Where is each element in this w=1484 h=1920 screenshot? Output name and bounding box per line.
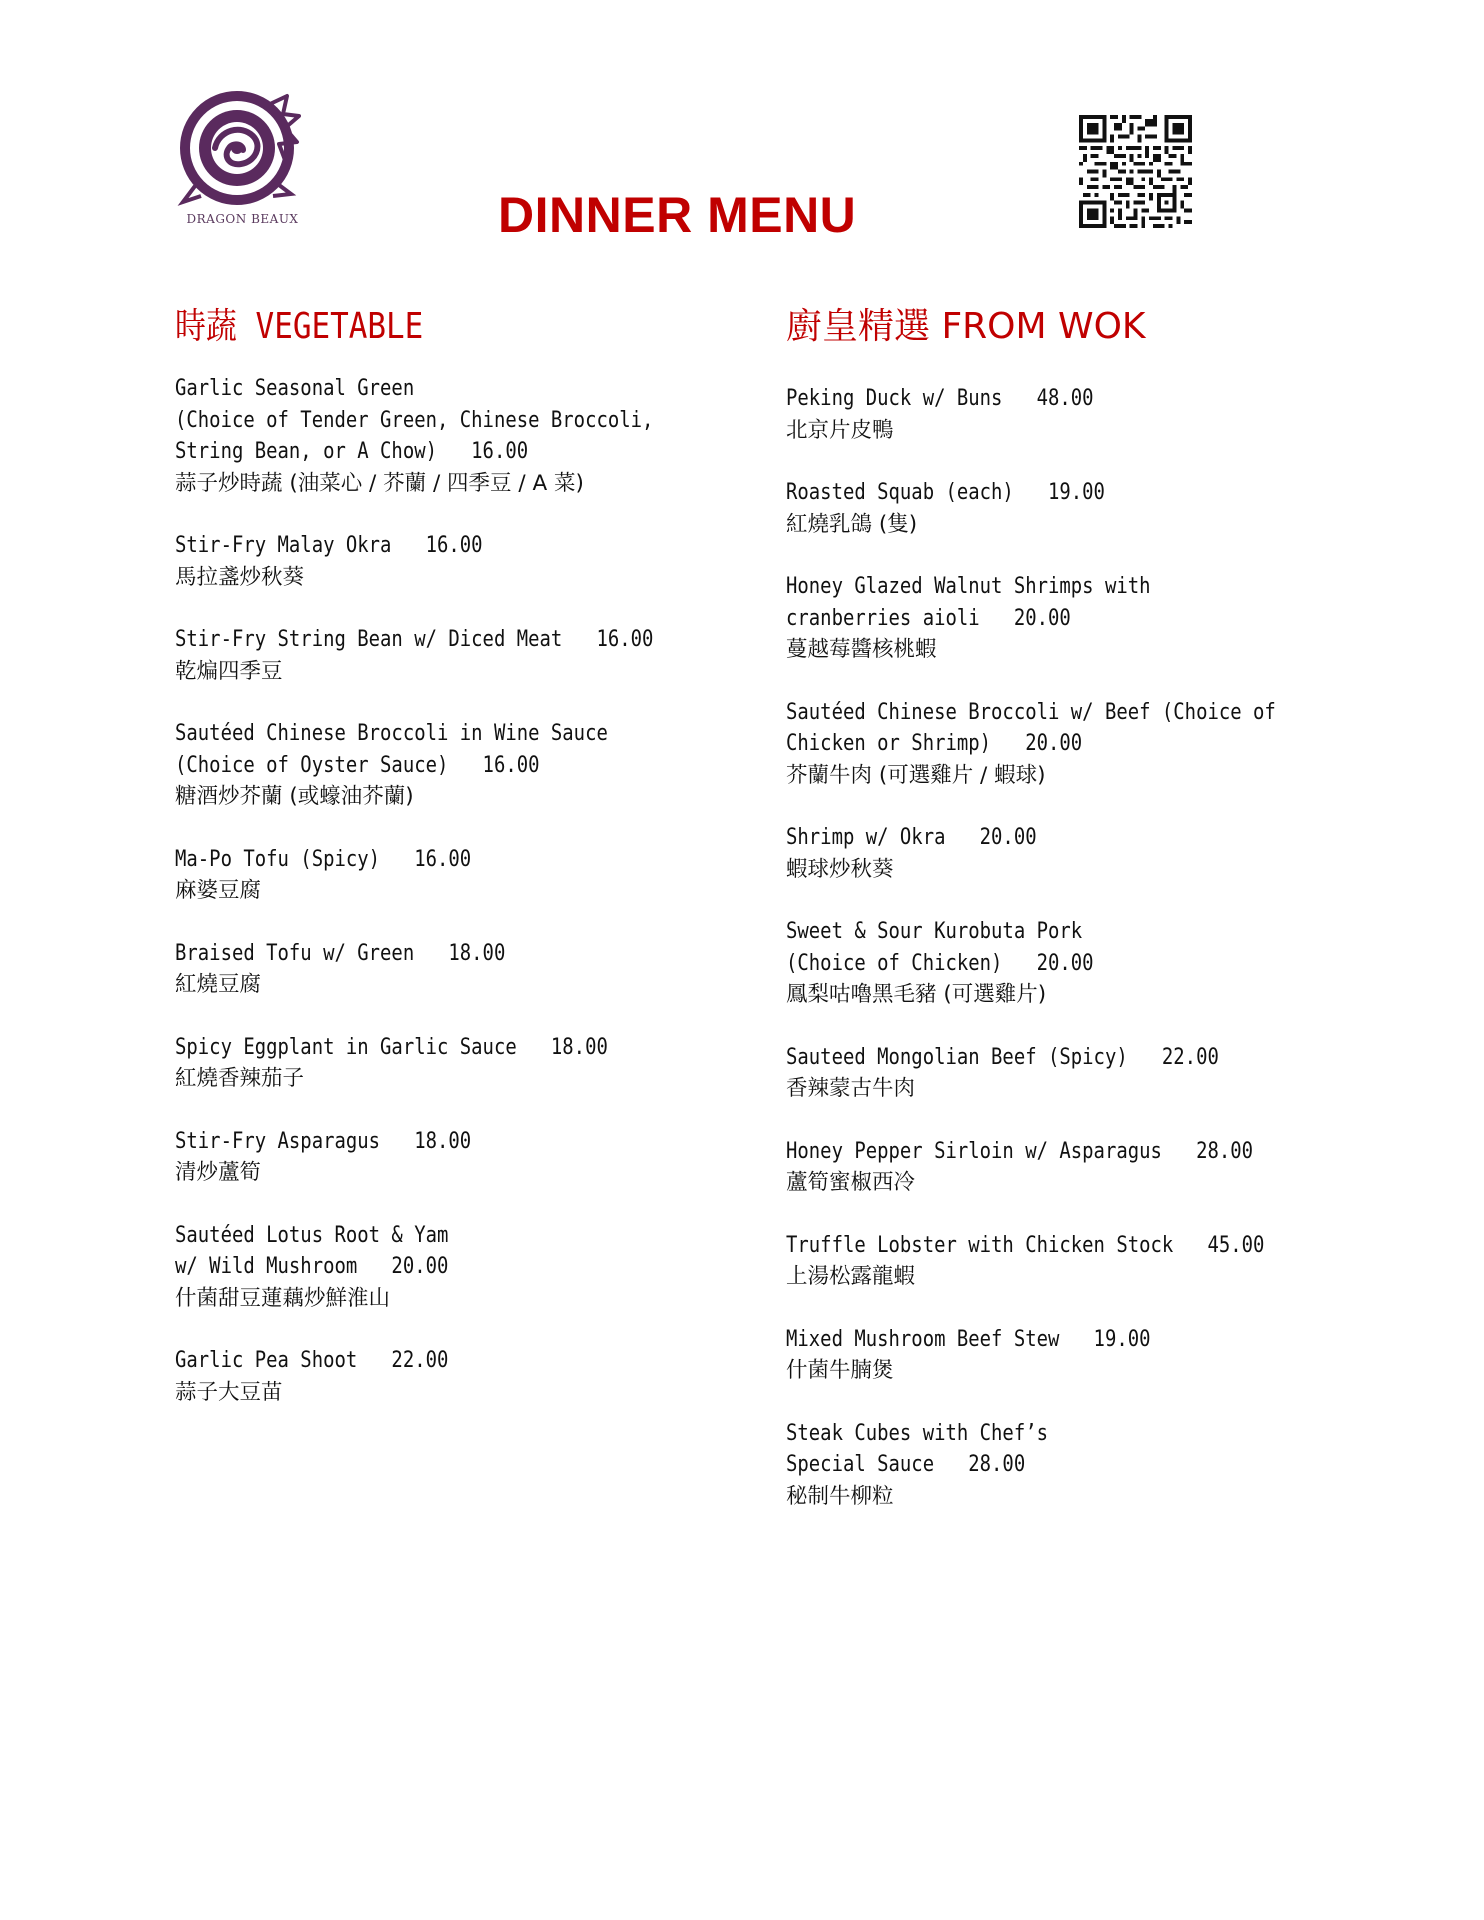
menu-item-text: Stir-Fry Malay Okra 16.00 [175,533,483,558]
menu-item-chinese-name: 蝦球炒秋葵 [786,856,894,882]
menu-item-chinese-name: 什菌牛腩煲 [786,1358,894,1383]
menu-item-chinese-name: 什菌甜豆蓮藕炒鮮淮山 [175,1285,391,1311]
menu-item-chinese-name: 芥蘭牛肉 (可選雞片 / 蝦球) [786,762,1046,788]
menu-item-chinese-name: 乾煸四季豆 [175,658,283,684]
menu-item-chinese-name: 糖酒炒芥蘭 (或蠔油芥蘭) [175,784,414,809]
menu-item-chinese-name: 鳳梨咕嚕黑毛豬 (可選雞片) [786,982,1047,1007]
menu-item [786,1042,1346,1105]
menu-item-text: Stir-Fry Asparagus 18.00 [175,1128,472,1154]
menu-item-text: Roasted Squab (each) 19.00 [786,480,1105,505]
wok-heading: 廚皇精選 FROM WOK [786,306,1146,347]
menu-item [175,624,735,687]
menu-item [175,938,735,1001]
menu-item-text: Sautéed Chinese Broccoli w/ Beef (Choice of [786,699,1276,725]
menu-item-chinese-name: 蔓越莓醬核桃蝦 [786,637,937,662]
menu-item-chinese-name: 蒜子炒時蔬 (油菜心 / 芥蘭 / 四季豆 / A 菜) [175,470,584,496]
menu-item-chinese-name: 秘制牛柳粒 [786,1483,894,1509]
menu-item [175,373,735,499]
menu-item-text: Stir-Fry String Bean w/ Diced Meat 16.00 [175,627,654,652]
menu-item [175,1220,735,1315]
menu-item-chinese-name: 紅燒香辣茄子 [175,1066,305,1091]
wok-items [786,383,1346,1512]
menu-item-text: Honey Glazed Walnut Shrimps with [786,574,1151,599]
menu-item-chinese-name: 馬拉盞炒秋葵 [175,564,305,590]
menu-item [786,1324,1346,1387]
menu-item-text: Shrimp w/ Okra 20.00 [786,825,1037,850]
menu-item-chinese-name: 紅燒乳鴿 (隻) [786,511,918,537]
menu-item-text: Ma-Po Tofu (Spicy) 16.00 [175,846,472,872]
menu-item-text: Honey Pepper Sirloin w/ Asparagus 28.00 [786,1138,1254,1164]
menu-item [786,697,1346,792]
menu-item-chinese-name: 紅燒豆腐 [175,972,262,997]
menu-item [786,571,1346,666]
menu-item-text: Special Sauce 28.00 [786,1452,1026,1477]
menu-item [175,1032,735,1095]
vegetable-items [175,373,735,1408]
menu-item [786,1418,1346,1513]
menu-item-text: Sweet & Sour Kurobuta Pork [786,919,1083,944]
menu-item-text: Chicken or Shrimp) 20.00 [786,731,1083,756]
menu-item-text: Braised Tofu w/ Green 18.00 [175,940,506,966]
qr-code-icon [1079,115,1192,228]
menu-item-text: Steak Cubes with Chef’s [786,1420,1048,1446]
menu-item [786,822,1346,885]
menu-item [786,477,1346,540]
menu-item-text: (Choice of Chicken) 20.00 [786,950,1094,976]
menu-item [175,1345,735,1408]
dragon-logo [175,86,310,236]
menu-item [786,1136,1346,1199]
menu-item-text: cranberries aioli 20.00 [786,605,1071,631]
menu-item-chinese-name: 蘆筍蜜椒西冷 [786,1170,916,1195]
menu-item-text: Truffle Lobster with Chicken Stock 45.00 [786,1232,1265,1258]
menu-item-text: w/ Wild Mushroom 20.00 [175,1254,449,1279]
menu-item-text: Sauteed Mongolian Beef (Spicy) 22.00 [786,1044,1219,1070]
logo-text: DRAGON BEAUX [186,212,299,226]
menu-item-text: Garlic Seasonal Green [175,376,415,401]
menu-item-text: Peking Duck w/ Buns 48.00 [786,386,1094,411]
menu-item-chinese-name: 麻婆豆腐 [175,878,262,903]
menu-item [786,383,1346,446]
wok-section [786,298,1346,1543]
menu-item [786,1230,1346,1293]
menu-item-text: Sautéed Chinese Broccoli in Wine Sauce [175,721,608,746]
menu-item-chinese-name: 北京片皮鴨 [786,417,894,443]
menu-item-text: String Bean, or A Chow) 16.00 [175,439,529,464]
menu-item-text: Spicy Eggplant in Garlic Sauce 18.00 [175,1034,608,1060]
menu-item-chinese-name: 上湯松露龍蝦 [786,1264,916,1289]
menu-item-chinese-name: 清炒蘆筍 [175,1160,262,1185]
vegetable-section [175,298,735,1439]
menu-item [175,1126,735,1189]
menu-item-text: (Choice of Tender Green, Chinese Broccoli, [175,407,654,433]
vegetable-heading: 時蔬 VEGETABLE [175,306,424,347]
menu-item-text: Garlic Pea Shoot 22.00 [175,1348,449,1373]
menu-item-chinese-name: 蒜子大豆苗 [175,1379,283,1405]
qr-code[interactable] [1079,115,1192,228]
menu-item-text: Mixed Mushroom Beef Stew 19.00 [786,1326,1151,1352]
menu-item [786,916,1346,1011]
menu-item [175,844,735,907]
menu-item-chinese-name: 香辣蒙古牛肉 [786,1076,916,1101]
menu-item-text: Sautéed Lotus Root & Yam [175,1222,449,1248]
page-title: DINNER MENU [498,187,857,243]
menu-item [175,718,735,813]
menu-item-text: (Choice of Oyster Sauce) 16.00 [175,752,540,778]
menu-item [175,530,735,593]
dragon-logo-icon [175,86,310,211]
